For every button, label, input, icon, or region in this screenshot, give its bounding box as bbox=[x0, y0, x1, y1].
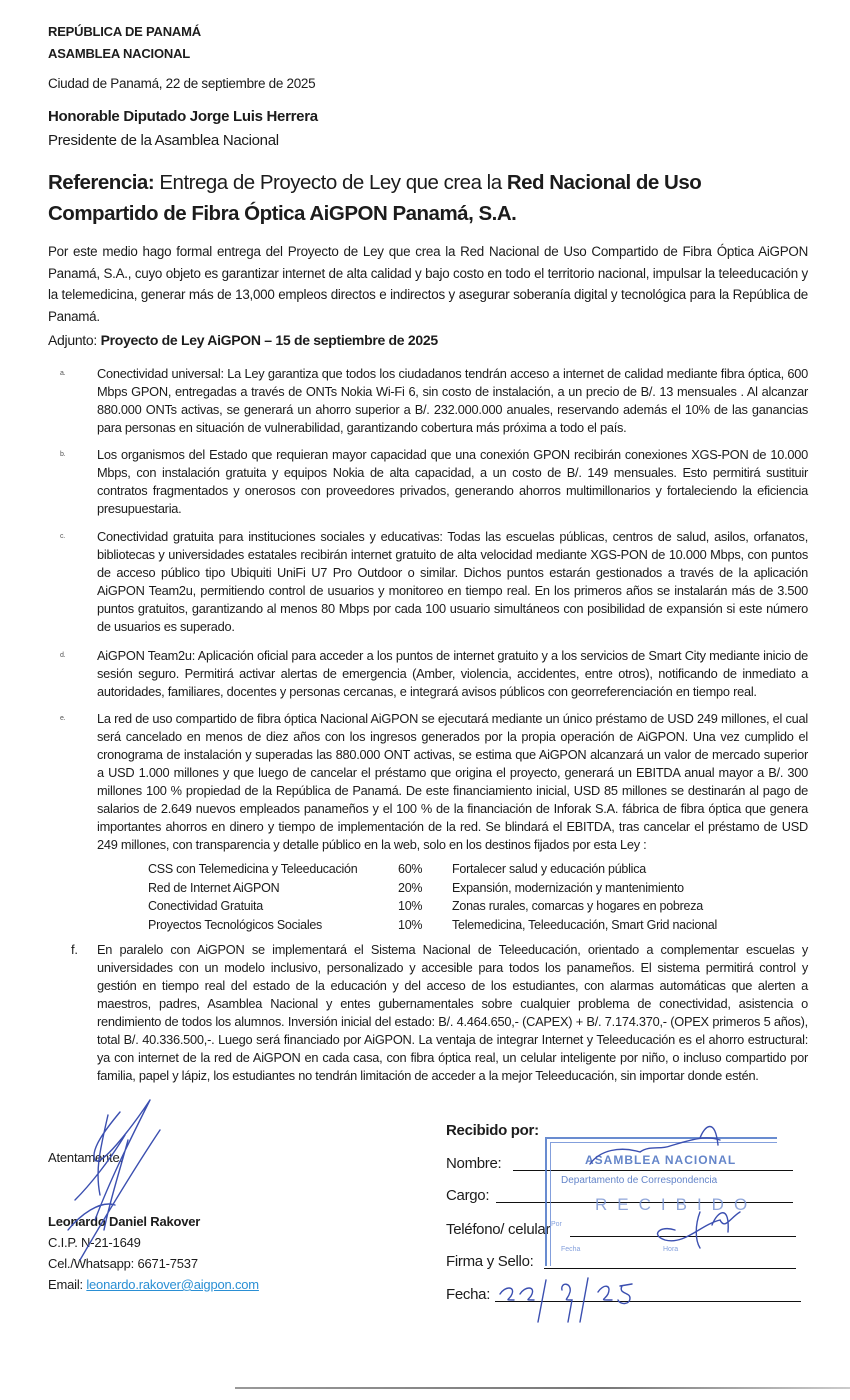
list-item-text: AiGPON Team2u: Aplicación oficial para acceder a los puntos de internet gratuito y a los servicios de Smart City mediante inicio de sesión seguro. Permitirá activar alertas de emergencia (Amber, violencia, accidentes, entre otros), notificando de inmediato a autoridades, familiares, docentes y personas cercanas, e integrará avisos públicos con georreferenciación en tiempo real. bbox=[97, 648, 808, 699]
receipt-title: Recibido por: bbox=[446, 1122, 539, 1139]
list-marker: b. bbox=[60, 451, 66, 458]
list-item-text: Conectividad gratuita para instituciones sociales y educativas: Todas las escuelas públicas, centros de salud, asilos, orfanatos, bibliotecas y universidades estatales recibirán internet gratuito de alta velocidad mediante XGS-PON de 10.000 Mbps, con puntos de acceso público tipo Ubiquiti UniFi U7 Pro Outdoor o similar. Dichos puntos estarán gestionados a través de la aplicación AiGPON Team2u, permitiendo control de usuarios y monitoreo en tiempo real. En los primeros años se instalarán más de 3.500 puntos gratuitos, garantizando al menos 80 Mbps por cada 100 usuario simultáneos con posibilidad de expansión si este número de usuarios es superado. bbox=[97, 529, 808, 634]
list-item-a bbox=[60, 365, 808, 437]
signer-email-link[interactable]: leonardo.rakover@aigpon.com bbox=[86, 1277, 259, 1292]
signer-name: Leonardo Daniel Rakover bbox=[48, 1214, 201, 1229]
receipt-field-fecha: Fecha: bbox=[446, 1286, 491, 1303]
purpose-cell: Zonas rurales, comarcas y hogares en pobreza bbox=[452, 899, 703, 913]
reception-stamp bbox=[545, 1137, 777, 1266]
list-marker: a. bbox=[60, 370, 66, 377]
attachment-line bbox=[48, 332, 438, 348]
destination-cell: Proyectos Tecnológicos Sociales bbox=[148, 917, 323, 932]
stamp-institution: ASAMBLEA NACIONAL bbox=[585, 1153, 737, 1167]
list-item-text: La red de uso compartido de fibra óptica Nacional AiGPON se ejecutará mediante un único préstamo de USD 249 millones, el cual será cancelado en menos de diez años con los ingresos generados por la propia operación de AiGPON. Una vez cumplido el cronograma de instalación y superadas las 880.000 ONT activas, se estima que AiGPON alcanzará un valor de mercado superior a USD 1.000 millones y que luego de cancelar el préstamo que origina el proyecto, generará un EBITDA anual mayor a B/. 300 millones 100 % propiedad de la República de Panamá. De este financiamiento inicial, USD 85 millones se destinarán al pago de salarios de 2.649 nuevos empleados panameños y el 100 % de la financiación de Inforak S.A. fábrica de fibra óptica que genera importantes ahorros en dinero y tiempo de implementación de la red. Se blindará el EBITDA, tras cancelar el préstamo de USD 249 millones, con transparencia y detalle público en la web, solo en los destinos fijados por esta Ley : bbox=[97, 711, 808, 852]
reference-heading bbox=[48, 167, 808, 229]
purpose-cell: Fortalecer salud y educación pública bbox=[452, 862, 646, 876]
stamp-department: Departamento de Correspondencia bbox=[561, 1175, 718, 1186]
signer-email-line bbox=[48, 1274, 259, 1295]
attachment-title: Proyecto de Ley AiGPON – 15 de septiembre de 2025 bbox=[100, 332, 438, 348]
percent-cell: 20% bbox=[398, 880, 423, 895]
addressee-role: Presidente de la Asamblea Nacional bbox=[48, 132, 279, 149]
intro-paragraph: Por este medio hago formal entrega del Proyecto de Ley que crea la Red Nacional de Uso Compartido de Fibra Óptica AiGPON Panamá, S.A., cuyo objeto es garantizar internet de alta calidad y bajo costo en todo el territorio nacional, impulsar la teleeducación y la telemedicina, generar más de 13,000 empleos directos e indirectos y asegurar soberanía digital y tecnológica para la República de Panamá. bbox=[48, 244, 808, 324]
reference-label: Referencia: bbox=[48, 171, 155, 194]
destination-cell: CSS con Telemedicina y Teleeducación bbox=[148, 862, 358, 876]
list-item-f bbox=[71, 941, 808, 1085]
purpose-cell: Telemedicina, Teleeducación, Smart Grid nacional bbox=[452, 917, 718, 932]
list-item-text: Conectividad universal: La Ley garantiza que todos los ciudadanos tendrán acceso a internet de calidad mediante fibra óptica, 600 Mbps GPON, entregadas a través de ONTs Nokia Wi-Fi 6, sin costo de instalación, a un precio de B/. 13 mensuales . Al alcanzar 880.000 ONTs activas, se generará un ahorro superior a B/. 232.000.000 anuales, reservando además el 10% de las ganancias para personas en situación de vulnerabilidad, garantizando cobertura más próxima a todo el país. bbox=[97, 366, 808, 435]
stamp-hora: Hora bbox=[663, 1246, 679, 1253]
page-bottom-edge bbox=[235, 1387, 850, 1389]
list-item-b bbox=[60, 446, 808, 518]
place-date: Ciudad de Panamá, 22 de septiembre de 2025 bbox=[48, 76, 316, 91]
date-handwriting-icon bbox=[500, 1278, 632, 1322]
attachment-label: Adjunto: bbox=[48, 332, 101, 348]
list-item-e bbox=[60, 710, 808, 854]
addressee-name: Honorable Diputado Jorge Luis Herrera bbox=[48, 108, 318, 125]
stamp-por: Por bbox=[551, 1221, 562, 1228]
signer-email-label: Email: bbox=[48, 1277, 87, 1292]
header-republic: REPÚBLICA DE PANAMÁ bbox=[48, 24, 201, 39]
stamp-fecha: Fecha bbox=[561, 1246, 581, 1253]
list-marker: c. bbox=[60, 533, 65, 540]
reference-text: Entrega de Proyecto de Ley que crea la bbox=[154, 171, 507, 194]
signer-block bbox=[48, 1211, 259, 1295]
list-item-c bbox=[60, 528, 808, 636]
fecha-line bbox=[495, 1301, 801, 1302]
receipt-field-telefono: Teléfono/ celular bbox=[446, 1221, 551, 1238]
list-marker: f. bbox=[71, 942, 78, 957]
destination-cell: Conectividad Gratuita bbox=[148, 899, 263, 913]
list-item-d bbox=[60, 647, 808, 701]
firma-line bbox=[544, 1268, 796, 1269]
signer-id: C.I.P. N-21-1649 bbox=[48, 1235, 141, 1250]
receipt-field-nombre: Nombre: bbox=[446, 1155, 502, 1172]
list-item-text: En paralelo con AiGPON se implementará el Sistema Nacional de Teleeducación, orientado a complementar escuelas y universidades con un modelo inclusivo, personalizado y accesible para todos los panameños. El sistema permitirá control y gestión en tiempo real del estado de la educación y del acceso de los estudiantes, con alarmas automáticas que alerten a maestros, padres, Asamblea Nacional y entes gubernamentales sobre cualquier problema de conectividad, asistencia o rendimiento de todos los alumnos. Inversión inicial del estado: B/. 4.464.650,- (CAPEX) + B/. 7.174.370,- (OPEX primeros 5 años), total B/. 40.336.500,-. Luego será financiado por AiGPON. La ventaja de integrar Internet y Teleeducación es el ahorro estructural: ya con internet de la red de AiGPON en cada casa, con fibra óptica real, un celular inteligente por niño, o incluso compartido por familia, papel y lápiz, los estudiantes no tendrán limitación de acceder a la mejor Teleeducación, sin importar donde estén. bbox=[97, 942, 808, 1083]
list-marker: d. bbox=[60, 652, 66, 659]
signer-phone: Cel./Whatsapp: 6671-7537 bbox=[48, 1256, 198, 1271]
list-item-text: Los organismos del Estado que requieran mayor capacidad que una conexión GPON recibirán conexiones XGS-PON de 10.000 Mbps, con instalación gratuita y equipos Nokia de alta capacidad, a un costo de B/. 149 mensuales. Esto permitirá sustituir contratos fragmentados y onerosos con proveedores privados, generando ahorros multimillonarios y fortaleciendo la eficiencia presupuestaria. bbox=[97, 447, 808, 516]
header-assembly: ASAMBLEA NACIONAL bbox=[48, 46, 190, 61]
closing: Atentamente, bbox=[48, 1150, 123, 1165]
list-marker: e. bbox=[60, 715, 66, 722]
reference-subject: Red Nacional de Uso Compartido de Fibra Óptica AiGPON Panamá, S.A. bbox=[48, 171, 702, 225]
percent-cell: 10% bbox=[398, 899, 423, 913]
receipt-field-firma: Firma y Sello: bbox=[446, 1253, 534, 1270]
stamp-received: RECIBIDO bbox=[595, 1195, 758, 1214]
purpose-cell: Expansión, modernización y mantenimiento bbox=[452, 880, 684, 895]
destination-cell: Red de Internet AiGPON bbox=[148, 880, 280, 895]
receipt-field-cargo: Cargo: bbox=[446, 1187, 490, 1204]
percent-cell: 60% bbox=[398, 862, 423, 876]
percent-cell: 10% bbox=[398, 917, 423, 932]
